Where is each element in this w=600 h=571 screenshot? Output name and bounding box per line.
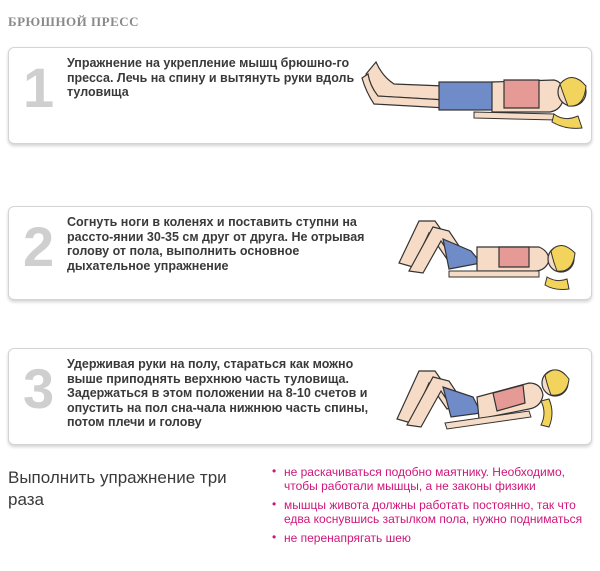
step-number: 1 — [23, 56, 55, 119]
step-text: Удерживая руки на полу, стараться как можно выше приподнять верхнюю часть туловища. Задержаться в этом положении на 8-10 счетов и опустить на пол сна-чала нижнюю часть спины, потом плечи и голову — [67, 357, 369, 429]
note-text: не перенапрягать шею — [284, 531, 411, 545]
lying-figure-illustration — [354, 56, 589, 136]
bullet-icon: • — [272, 497, 277, 511]
step-number: 3 — [23, 357, 55, 420]
step-card-1 — [8, 47, 592, 144]
crunch-figure-illustration — [389, 353, 589, 441]
note-text: мышцы живота должны работать постоянно, так что едва коснувшись затылком пола, нужно подниматься — [284, 498, 583, 526]
bullet-icon: • — [272, 464, 277, 478]
note-item — [270, 466, 590, 493]
step-text: Упражнение на укрепление мышц брюшно-го пресса. Лечь на спину и вытянуть руки вдоль туловища — [67, 56, 355, 99]
notes-list — [270, 466, 590, 552]
note-text: не раскачиваться подобно маятнику. Необходимо, чтобы работали мышцы, а не законы физики — [284, 465, 566, 493]
bent-knees-figure-illustration — [389, 211, 589, 295]
page-title: БРЮШНОЙ ПРЕСС — [8, 14, 140, 29]
repeat-instruction: Выполнить упражнение три раза — [8, 468, 227, 509]
bullet-icon: • — [272, 530, 277, 544]
step-card-3 — [8, 348, 592, 445]
step-number: 2 — [23, 215, 55, 278]
note-item — [270, 499, 590, 526]
step-text: Согнуть ноги в коленях и поставить ступни на рассто-янии 30-35 см друг от друга. Не отрывая голову от пола, выполнить основное дыхательное упражнение — [67, 215, 365, 273]
note-item — [270, 532, 590, 546]
step-card-2 — [8, 206, 592, 300]
